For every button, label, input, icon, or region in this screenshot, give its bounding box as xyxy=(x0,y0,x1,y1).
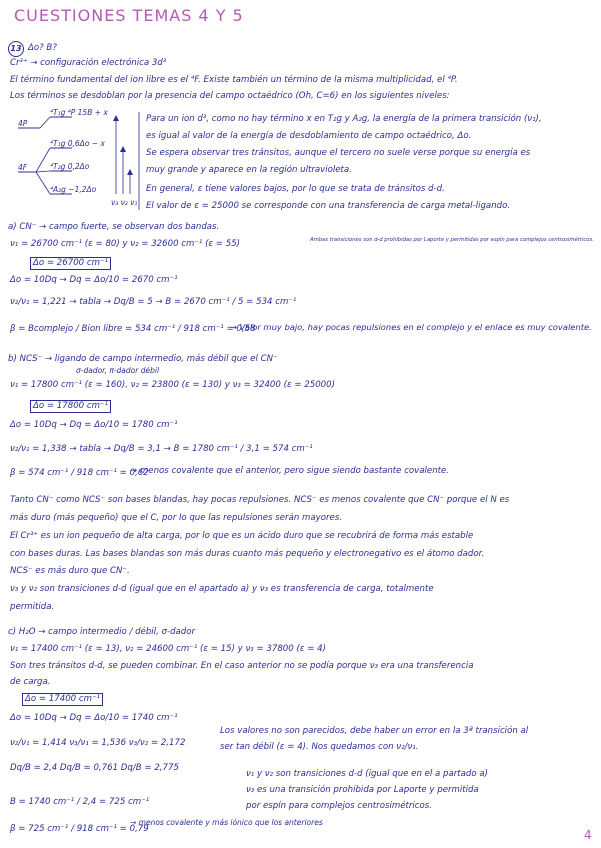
part-c-dq: Δo = 10Dq → Dq = Δo/10 = 1740 cm⁻¹ xyxy=(10,713,178,723)
part-b-ratio: ν₂/ν₁ = 1,338 → tabla → Dq/B = 3,1 → B = 1780 cm⁻¹ / 3,1 = 574 cm⁻¹ xyxy=(10,444,313,454)
question-header: Δo? B? xyxy=(28,43,57,53)
part-b-beta: β = 574 cm⁻¹ / 918 cm⁻¹ = 0,62 xyxy=(10,468,149,478)
transition-labels: ν₃ ν₂ ν₁ xyxy=(111,198,138,207)
explain-line-3: Se espera observar tres tránsitos, aunque el tercero no suele verse porque su energía es xyxy=(146,148,531,158)
part-b-values: ν₁ = 17800 cm⁻¹ (ε = 160), ν₂ = 23800 (ε = 130) y ν₃ = 32400 (ε = 25000) xyxy=(10,380,335,390)
part-c-side-2: ser tan débil (ε = 4). Nos quedamos con ν₂/ν₁. xyxy=(220,742,419,752)
explain-line-5: En general, ε tiene valores bajos, por lo que se trata de tránsitos d-d. xyxy=(146,184,445,194)
intro-line-1: El término fundamental del ion libre es el ⁴F. Existe también un término de la misma multiplicidad, el ⁴P. xyxy=(10,75,458,85)
discussion-line-2: más duro (más pequeño) que el C, por lo que las repulsiones serán mayores. xyxy=(10,513,343,523)
part-a-ratio: ν₂/ν₁ = 1,221 → tabla → Dq/B = 5 → B = 2670 cm⁻¹ / 5 = 534 cm⁻¹ xyxy=(10,297,297,307)
discussion-line-7: permitida. xyxy=(10,602,55,612)
page-title: CUESTIONES TEMAS 4 Y 5 xyxy=(14,6,244,25)
part-c-final-3: por espín para complejos centrosimétricos. xyxy=(246,801,432,811)
part-b-delta: Δo = 17800 cm⁻¹ xyxy=(30,400,111,413)
free-ion-4f: 4F xyxy=(18,163,28,172)
part-c-ratios: ν₂/ν₁ = 1,414 ν₃/ν₁ = 1,536 ν₃/ν₂ = 2,172 xyxy=(10,738,186,748)
part-a-delta: Δo = 26700 cm⁻¹ xyxy=(30,257,111,270)
part-a-values: ν₁ = 26700 cm⁻¹ (ε = 80) y ν₂ = 32600 cm⁻¹ (ε = 55) xyxy=(10,239,241,249)
level-4t1g-p: ⁴T₁g ⁴P 15B + x xyxy=(50,108,108,117)
part-c-line-2: Son tres tránsitos d-d, se pueden combinar. En el caso anterior no se podía porque ν₃ era una transferencia xyxy=(10,661,474,671)
intro-line-2: Los términos se desdoblan por la presencia del campo octaédrico (Oh, C=6) en los siguientes niveles: xyxy=(10,91,450,101)
part-a-dq: Δo = 10Dq → Dq = Δo/10 = 2670 cm⁻¹ xyxy=(10,275,178,285)
part-c-final-2: ν₃ es una transición prohibida por Laporte y permitida xyxy=(246,785,479,795)
config-line: Cr³⁺ → configuración electrónica 3d³ xyxy=(10,58,167,68)
part-c-side-1: Los valores no son parecidos, debe haber un error en la 3ª transición al xyxy=(220,726,529,736)
level-4t2g: ⁴T₂g 0,2Δo xyxy=(50,162,90,171)
part-c-beta-note: → menos covalente y más iónico que los anteriores xyxy=(130,818,323,827)
discussion-line-6: ν₃ y ν₂ son transiciones d-d (igual que en el apartado a) y ν₃ es transferencia de carga, totalmente xyxy=(10,584,434,594)
part-c-values: ν₁ = 17400 cm⁻¹ (ε = 13), ν₂ = 24600 cm⁻¹ (ε = 15) y ν₃ = 37800 (ε = 4) xyxy=(10,644,326,654)
part-a-beta-note: → Valor muy bajo, hay pocas repulsiones en el complejo y el enlace es muy covalente. xyxy=(230,322,592,332)
page-number: 4 xyxy=(584,828,592,842)
level-4a2g: ⁴A₂g −1,2Δo xyxy=(50,185,97,194)
part-c-line-3: de carga. xyxy=(10,677,51,687)
question-number: 13 xyxy=(8,41,24,57)
part-c-heading: c) H₂O → campo intermedio / débil, σ-dador xyxy=(8,627,196,637)
part-c-b: B = 1740 cm⁻¹ / 2,4 = 725 cm⁻¹ xyxy=(10,797,150,807)
discussion-line-4: con bases duras. Las bases blandas son más duras cuanto más pequeño y electronegativo es el átomo dador. xyxy=(10,549,485,559)
level-4t1g: ⁴T₁g 0,6Δo − x xyxy=(50,139,105,148)
explain-line-6: El valor de ε = 25000 se corresponde con una transferencia de carga metal-ligando. xyxy=(146,201,511,211)
explain-line-2: es igual al valor de la energía de desdoblamiento de campo octaédrico, Δo. xyxy=(146,131,472,141)
discussion-line-1: Tanto CN⁻ como NCS⁻ son bases blandas, hay pocas repulsiones. NCS⁻ es menos covalente que CN⁻ porque el N es xyxy=(10,495,510,505)
part-c-beta: β = 725 cm⁻¹ / 918 cm⁻¹ = 0,79 xyxy=(10,824,149,834)
part-b-heading: b) NCS⁻ → ligando de campo intermedio, más débil que el CN⁻ xyxy=(8,354,278,364)
part-b-dq: Δo = 10Dq → Dq = Δo/10 = 1780 cm⁻¹ xyxy=(10,420,178,430)
part-a-heading: a) CN⁻ → campo fuerte, se observan dos bandas. xyxy=(8,222,220,232)
explain-line-4: muy grande y aparece en la región ultravioleta. xyxy=(146,165,352,175)
discussion-line-5: NCS⁻ es más duro que CN⁻. xyxy=(10,566,130,576)
free-ion-4p: 4P xyxy=(18,119,28,128)
part-b-heading-2: σ-dador, π-dador débil xyxy=(76,366,160,375)
part-c-delta: Δo = 17400 cm⁻¹ xyxy=(22,693,103,706)
explain-line-1: Para un ion d³, como no hay término x en T₂g y A₂g, la energía de la primera transición (ν₁), xyxy=(146,114,542,124)
part-b-beta-note: → menos covalente que el anterior, pero sigue siendo bastante covalente. xyxy=(130,466,450,476)
part-a-side-note: Ambas transiciones son d-d prohibidas por Laporte y permitidas por espín para complejos centrosimétricos. xyxy=(310,237,594,243)
part-c-ratios-2: Dq/B = 2,4 Dq/B = 0,761 Dq/B = 2,775 xyxy=(10,763,179,773)
part-a-beta: β = Bcomplejo / Bion libre = 534 cm⁻¹ / 918 cm⁻¹ = 0,58 xyxy=(10,324,256,334)
part-c-final-1: ν₁ y ν₂ son transiciones d-d (igual que en el a partado a) xyxy=(246,769,488,779)
discussion-line-3: El Cr³⁺ es un ion pequeño de alta carga, por lo que es un ácido duro que se recubrirá de forma más estable xyxy=(10,531,474,541)
